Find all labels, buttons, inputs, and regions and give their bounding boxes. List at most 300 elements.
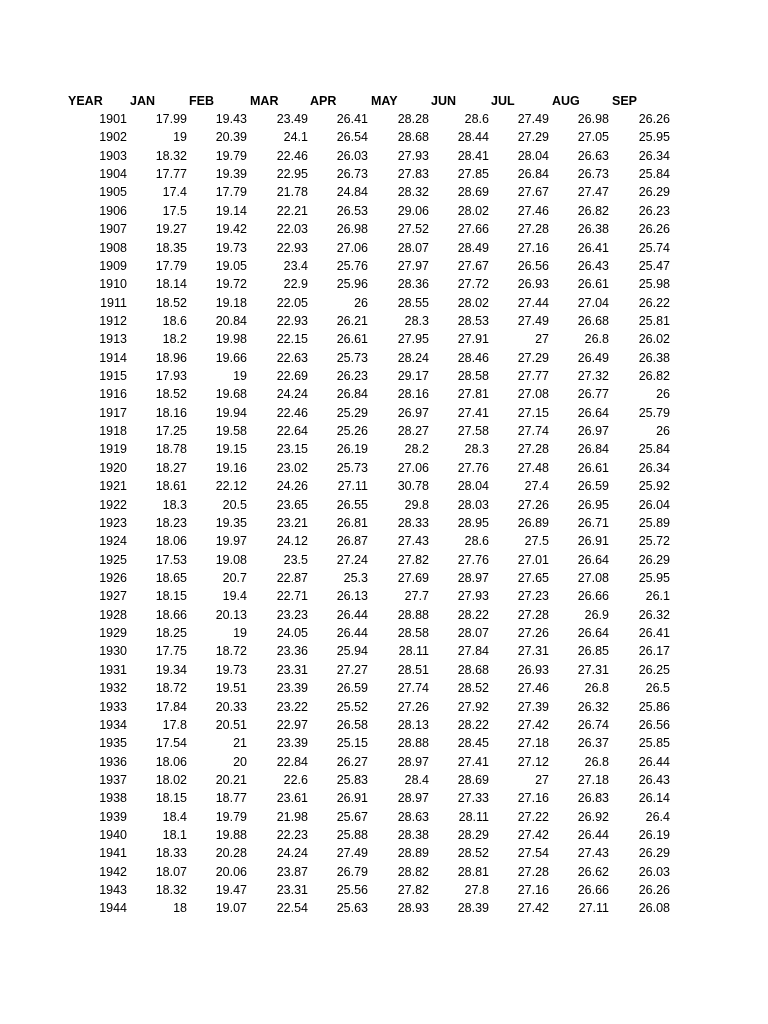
may-cell: 28.68 [397,130,429,145]
jul-cell: 26.56 [517,258,549,273]
may-cell: 28.93 [397,901,429,916]
may-cell: 28.89 [397,846,429,861]
sep-cell: 25.95 [638,570,670,585]
apr-cell: 27.49 [336,846,368,861]
aug-cell: 27.08 [577,570,609,585]
mar-cell: 22.03 [276,222,308,237]
year-cell: 1903 [99,148,127,163]
year-cell: 1921 [99,479,127,494]
aug-cell: 26.59 [577,479,609,494]
jul-cell: 27.42 [517,901,549,916]
jan-cell: 18.52 [155,295,187,310]
jun-cell: 28.03 [457,497,489,512]
jul-cell: 27.5 [524,534,549,549]
apr-cell: 26.54 [336,130,368,145]
apr-cell: 25.94 [336,644,368,659]
jan-cell: 18.06 [155,534,187,549]
aug-cell: 26.8 [584,681,609,696]
sep-cell: 26.08 [638,901,670,916]
year-cell: 1902 [99,130,127,145]
feb-cell: 19.39 [215,167,247,182]
jul-cell: 27.18 [517,736,549,751]
mar-cell: 23.22 [276,699,308,714]
apr-cell: 26.55 [336,497,368,512]
feb-cell: 20.33 [215,699,247,714]
feb-cell: 20.39 [215,130,247,145]
feb-cell: 20 [233,754,247,769]
mar-cell: 22.69 [276,369,308,384]
jun-cell: 27.76 [457,552,489,567]
jun-cell: 28.45 [457,736,489,751]
feb-cell: 20.7 [222,570,247,585]
apr-cell: 26.41 [336,112,368,126]
jun-cell: 28.95 [457,515,489,530]
may-cell: 28.4 [404,772,429,787]
year-cell: 1916 [99,387,127,402]
jan-cell: 18.14 [155,277,187,292]
apr-cell: 24.84 [336,185,368,200]
apr-cell: 25.3 [343,570,368,585]
table-row [0,570,768,588]
may-cell: 27.93 [397,148,429,163]
feb-cell: 19.58 [215,424,247,439]
aug-cell: 26.41 [577,240,609,255]
mar-cell: 23.61 [276,791,308,806]
jul-cell: 27.16 [517,883,549,898]
jan-cell: 18.2 [162,332,187,347]
aug-cell: 26.38 [577,222,609,237]
table-row [0,497,768,515]
sep-cell: 25.89 [638,515,670,530]
table-row [0,607,768,625]
may-cell: 28.63 [397,809,429,824]
year-cell: 1938 [99,791,127,806]
table-row [0,772,768,790]
feb-cell: 19.97 [215,534,247,549]
feb-cell: 19.08 [215,552,247,567]
jun-cell: 28.3 [464,442,489,457]
may-cell: 27.52 [397,222,429,237]
jun-cell: 28.52 [457,846,489,861]
table-header-row [0,92,768,111]
jul-cell: 27.39 [517,699,549,714]
aug-cell: 26.43 [577,258,609,273]
year-cell: 1934 [99,717,127,732]
year-cell: 1941 [99,846,127,861]
table-row [0,331,768,349]
apr-cell: 26.19 [336,442,368,457]
aug-cell: 26.91 [577,534,609,549]
jul-cell: 27.44 [517,295,549,310]
apr-cell: 26.98 [336,222,368,237]
sep-cell: 26 [656,424,670,439]
jun-cell: 27.66 [457,222,489,237]
apr-cell: 26.91 [336,791,368,806]
aug-cell: 26.73 [577,167,609,182]
jun-cell: 28.6 [464,534,489,549]
year-cell: 1908 [99,240,127,255]
mar-cell: 21.98 [276,809,308,824]
apr-cell: 25.63 [336,901,368,916]
jun-cell: 27.67 [457,258,489,273]
jan-cell: 17.53 [155,552,187,567]
table-row [0,386,768,404]
table-row [0,699,768,717]
jun-cell: 27.84 [457,644,489,659]
year-cell: 1929 [99,626,127,641]
jan-cell: 18.06 [155,754,187,769]
jul-cell: 27.26 [517,626,549,641]
sep-cell: 26.02 [638,332,670,347]
jan-cell: 18.32 [155,883,187,898]
feb-cell: 19.94 [215,405,247,420]
jan-cell: 18.1 [162,828,187,843]
jan-cell: 19.34 [155,662,187,677]
feb-cell: 20.13 [215,607,247,622]
jan-cell: 18.65 [155,570,187,585]
jan-cell: 17.75 [155,644,187,659]
may-cell: 28.2 [404,442,429,457]
jul-cell: 27.77 [517,369,549,384]
year-cell: 1944 [99,901,127,916]
may-cell: 27.7 [404,589,429,604]
mar-cell: 23.15 [276,442,308,457]
aug-cell: 27.31 [577,662,609,677]
table-row [0,129,768,147]
year-cell: 1904 [99,167,127,182]
jul-cell: 27.29 [517,130,549,145]
jun-cell: 28.11 [458,809,489,824]
feb-cell: 19 [233,626,247,641]
may-cell: 28.13 [397,717,429,732]
feb-cell: 19.68 [215,387,247,402]
may-cell: 26.97 [397,405,429,420]
table-row [0,643,768,661]
table-row [0,240,768,258]
feb-cell: 19.4 [222,589,247,604]
jun-cell: 28.49 [457,240,489,255]
aug-cell: 27.18 [577,772,609,787]
jan-cell: 17.93 [155,369,187,384]
table-row [0,515,768,533]
jun-cell: 27.76 [457,460,489,475]
feb-cell: 19.47 [215,883,247,898]
year-cell: 1912 [99,313,127,328]
table-row [0,368,768,386]
year-cell: 1924 [99,534,127,549]
may-cell: 28.36 [397,277,429,292]
year-cell: 1942 [99,864,127,879]
apr-cell: 25.83 [336,772,368,787]
table-row [0,864,768,882]
aug-cell: 26.62 [577,864,609,879]
apr-cell: 26.03 [336,148,368,163]
year-cell: 1901 [99,112,127,126]
mar-cell: 23.02 [276,460,308,475]
table-row [0,717,768,735]
jun-cell: 28.46 [457,350,489,365]
mar-cell: 22.63 [276,350,308,365]
jan-cell: 17.79 [155,258,187,273]
may-cell: 27.26 [397,699,429,714]
feb-cell: 19.42 [215,222,247,237]
mar-cell: 23.4 [283,258,308,273]
apr-cell: 25.88 [336,828,368,843]
year-cell: 1943 [99,883,127,898]
may-cell: 28.27 [397,424,429,439]
year-cell: 1922 [99,497,127,512]
mar-cell: 24.1 [283,130,308,145]
apr-cell: 25.73 [336,460,368,475]
year-cell: 1905 [99,185,127,200]
sep-cell: 25.86 [638,699,670,714]
header-apr: APR [310,94,337,108]
jan-cell: 18.16 [155,405,187,420]
table-row [0,827,768,845]
feb-cell: 19.07 [215,901,247,916]
may-cell: 28.55 [397,295,429,310]
year-cell: 1930 [99,644,127,659]
may-cell: 28.07 [397,240,429,255]
apr-cell: 27.24 [336,552,368,567]
feb-cell: 19.88 [215,828,247,843]
sep-cell: 26.29 [638,846,670,861]
aug-cell: 26.85 [577,644,609,659]
feb-cell: 21 [233,736,247,751]
jan-cell: 18.35 [155,240,187,255]
table-row [0,754,768,772]
may-cell: 28.32 [397,185,429,200]
aug-cell: 26.64 [577,405,609,420]
mar-cell: 23.31 [276,662,308,677]
jan-cell: 17.77 [155,167,187,182]
feb-cell: 19.51 [215,681,247,696]
apr-cell: 25.15 [336,736,368,751]
may-cell: 28.11 [398,644,429,659]
jan-cell: 18.23 [155,515,187,530]
sep-cell: 26.41 [638,626,670,641]
apr-cell: 25.67 [336,809,368,824]
jul-cell: 26.93 [517,662,549,677]
sep-cell: 26.43 [638,772,670,787]
mar-cell: 24.05 [276,626,308,641]
aug-cell: 26.32 [577,699,609,714]
feb-cell: 19.35 [215,515,247,530]
apr-cell: 25.26 [336,424,368,439]
sep-cell: 26.32 [638,607,670,622]
jan-cell: 17.54 [155,736,187,751]
sep-cell: 26.29 [638,552,670,567]
apr-cell: 26.84 [336,387,368,402]
jan-cell: 19.27 [155,222,187,237]
jan-cell: 18.15 [155,791,187,806]
table-row [0,405,768,423]
feb-cell: 19.18 [215,295,247,310]
jun-cell: 28.39 [457,901,489,916]
year-cell: 1920 [99,460,127,475]
jan-cell: 18.32 [155,148,187,163]
jul-cell: 27.42 [517,717,549,732]
year-cell: 1918 [99,424,127,439]
feb-cell: 19.05 [215,258,247,273]
jun-cell: 28.53 [457,313,489,328]
jul-cell: 27.16 [517,240,549,255]
aug-cell: 26.64 [577,552,609,567]
table-row [0,662,768,680]
year-cell: 1925 [99,552,127,567]
mar-cell: 22.23 [276,828,308,843]
table-row [0,735,768,753]
sep-cell: 26 [656,387,670,402]
feb-cell: 20.21 [215,772,247,787]
apr-cell: 26 [354,295,368,310]
jul-cell: 26.84 [517,167,549,182]
table-body [0,111,768,919]
jul-cell: 27.48 [517,460,549,475]
sep-cell: 25.84 [638,442,670,457]
year-cell: 1933 [99,699,127,714]
apr-cell: 26.61 [336,332,368,347]
header-sep: SEP [612,94,638,108]
apr-cell: 26.79 [336,864,368,879]
sep-cell: 26.26 [638,112,670,126]
year-cell: 1911 [100,295,127,310]
jun-cell: 27.85 [457,167,489,182]
feb-cell: 19.43 [215,112,247,126]
aug-cell: 26.71 [577,515,609,530]
may-cell: 28.97 [397,754,429,769]
aug-cell: 26.64 [577,626,609,641]
mar-cell: 22.84 [276,754,308,769]
jul-cell: 27.4 [524,479,549,494]
aug-cell: 26.66 [577,589,609,604]
year-cell: 1937 [99,772,127,787]
jan-cell: 18.27 [155,460,187,475]
table-row [0,478,768,496]
aug-cell: 26.82 [577,203,609,218]
jan-cell: 18.72 [155,681,187,696]
table-row [0,313,768,331]
sep-cell: 25.85 [638,736,670,751]
may-cell: 28.3 [404,313,429,328]
feb-cell: 22.12 [215,479,247,494]
table-row [0,552,768,570]
may-cell: 27.74 [397,681,429,696]
may-cell: 27.97 [397,258,429,273]
table-row [0,900,768,918]
may-cell: 27.82 [397,552,429,567]
jun-cell: 27.41 [457,754,489,769]
jun-cell: 28.02 [457,203,489,218]
feb-cell: 19.79 [215,809,247,824]
jun-cell: 28.29 [457,828,489,843]
jan-cell: 19 [173,130,187,145]
apr-cell: 26.58 [336,717,368,732]
jul-cell: 27.29 [517,350,549,365]
jul-cell: 27.28 [517,607,549,622]
jul-cell: 27.08 [517,387,549,402]
may-cell: 27.83 [397,167,429,182]
aug-cell: 26.74 [577,717,609,732]
mar-cell: 23.36 [276,644,308,659]
jan-cell: 18.07 [155,864,187,879]
mar-cell: 24.24 [276,387,308,402]
feb-cell: 19.16 [215,460,247,475]
may-cell: 27.43 [397,534,429,549]
feb-cell: 20.84 [215,313,247,328]
jun-cell: 28.97 [457,570,489,585]
jun-cell: 27.41 [457,405,489,420]
mar-cell: 23.31 [276,883,308,898]
aug-cell: 26.66 [577,883,609,898]
feb-cell: 18.72 [215,644,247,659]
jun-cell: 27.93 [457,589,489,604]
feb-cell: 19.73 [215,240,247,255]
aug-cell: 26.37 [577,736,609,751]
jan-cell: 18.15 [155,589,187,604]
jan-cell: 17.4 [162,185,187,200]
year-cell: 1935 [99,736,127,751]
jun-cell: 27.72 [457,277,489,292]
header-jul: JUL [491,94,515,108]
may-cell: 27.82 [397,883,429,898]
jun-cell: 28.81 [457,864,489,879]
jan-cell: 18.6 [162,313,187,328]
jun-cell: 27.81 [457,387,489,402]
jul-cell: 27.49 [517,112,549,126]
header-year: YEAR [68,94,103,108]
apr-cell: 26.81 [336,515,368,530]
sep-cell: 26.23 [638,203,670,218]
apr-cell: 26.44 [336,626,368,641]
year-cell: 1913 [99,332,127,347]
aug-cell: 26.8 [584,332,609,347]
may-cell: 29.17 [397,369,429,384]
table-row [0,533,768,551]
year-cell: 1907 [99,222,127,237]
apr-cell: 26.13 [336,589,368,604]
apr-cell: 26.59 [336,681,368,696]
sep-cell: 26.14 [638,791,670,806]
jan-cell: 18.52 [155,387,187,402]
year-cell: 1909 [99,258,127,273]
jul-cell: 27.28 [517,442,549,457]
sep-cell: 25.95 [638,130,670,145]
jul-cell: 27.26 [517,497,549,512]
jul-cell: 27.22 [517,809,549,824]
feb-cell: 17.79 [215,185,247,200]
table-row [0,258,768,276]
jan-cell: 18.02 [155,772,187,787]
sep-cell: 26.22 [638,295,670,310]
apr-cell: 26.23 [336,369,368,384]
jul-cell: 27.54 [517,846,549,861]
table-row [0,423,768,441]
jun-cell: 27.91 [457,332,489,347]
table-row [0,809,768,827]
apr-cell: 26.53 [336,203,368,218]
jan-cell: 18.96 [155,350,187,365]
aug-cell: 26.97 [577,424,609,439]
jul-cell: 27 [535,772,549,787]
feb-cell: 20.51 [215,717,247,732]
jan-cell: 18.78 [155,442,187,457]
feb-cell: 19.72 [215,277,247,292]
jan-cell: 18.25 [155,626,187,641]
aug-cell: 26.77 [577,387,609,402]
jul-cell: 27.28 [517,222,549,237]
year-cell: 1926 [99,570,127,585]
